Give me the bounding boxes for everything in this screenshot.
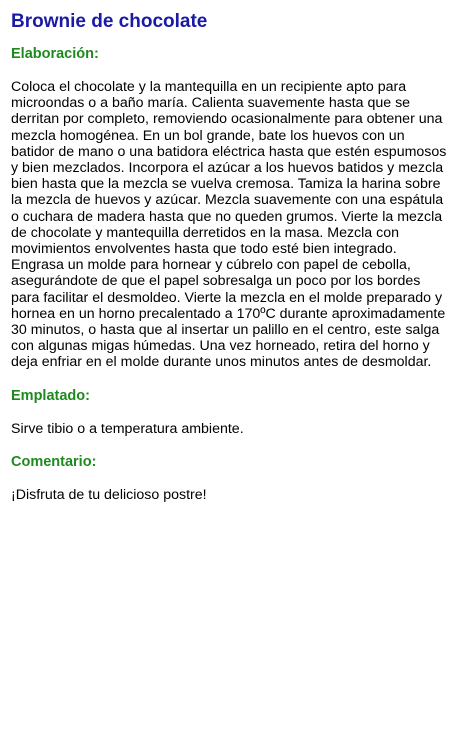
section-text-elaboracion: Coloca el chocolate y la mantequilla en un recipiente apto para microondas o a baño maría. Calienta suavemente hasta que se derritan por completo, removiendo ocasionalmente para obtener una mezcla homogénea. En un bol grande, bate los huevos con un batidor de mano o una batidora eléctrica hasta que estén espumosos y bien mezclados. Incorpora el azúcar a los huevos batidos y mezcla bien hasta que la mezcla se vuelva cremosa. Tamiza la harina sobre la mezcla de huevos y azúcar. Mezcla suavemente con una espátula o cuchara de madera hasta que no queden grumos. Vierte la mezcla de chocolate y mantequilla derretidos en la masa. Mezcla con movimientos envolventes hasta que todo esté bien integrado. Engrasa un molde para hornear y cúbrelo con papel de cebolla, asegurándote de que el papel sobresalga un poco por los bordes para facilitar el desmoldeo. Vierte la mezcla en el molde preparado y hornea en un horno precalentado a 170ºC durante aproximadamente 30 minutos, o hasta que al insertar un palillo en el centro, este salga con algunas migas húmedas. Una vez horneado, retira del horno y deja enfriar en el molde durante unos minutos antes de desmoldar. bbox=[11, 79, 447, 371]
section-elaboracion bbox=[11, 45, 447, 371]
section-heading-emplatado: Emplatado: bbox=[11, 387, 90, 404]
section-heading-comentario: Comentario: bbox=[11, 453, 97, 470]
section-comentario bbox=[11, 453, 447, 503]
section-text-comentario: ¡Disfruta de tu delicioso postre! bbox=[11, 486, 207, 503]
section-heading-elaboracion: Elaboración: bbox=[11, 46, 99, 62]
section-emplatado bbox=[11, 387, 447, 437]
section-text-emplatado: Sirve tibio o a temperatura ambiente. bbox=[11, 420, 244, 437]
recipe-title: Brownie de chocolate bbox=[11, 11, 208, 32]
